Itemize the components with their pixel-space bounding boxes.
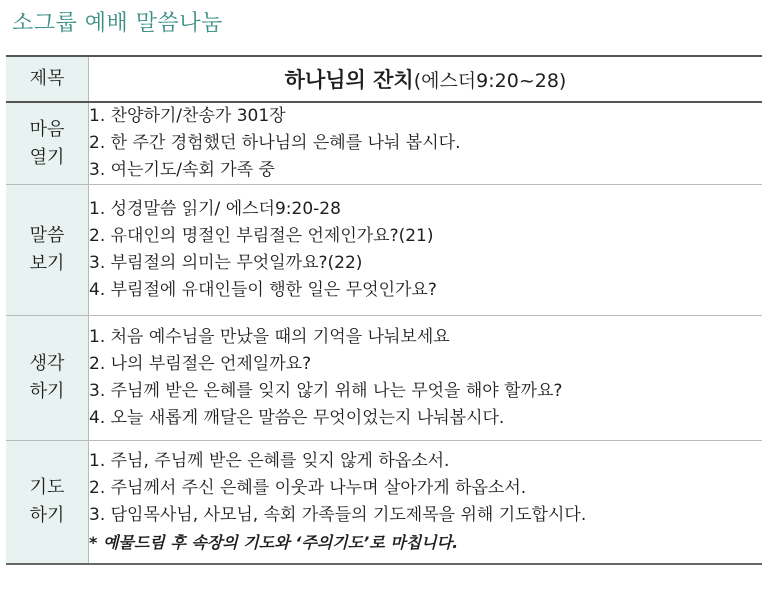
list-item: 1. 주님, 주님께 받은 은혜를 잊지 않게 하옵소서.	[89, 451, 450, 471]
list-item: 2. 유대인의 명절인 부림절은 언제인가요?(21)	[89, 226, 434, 246]
list-item: 2. 한 주간 경험했던 하나님의 은혜를 나눠 봅시다.	[89, 133, 461, 153]
section-content	[89, 102, 763, 185]
list-item: 4. 오늘 새롭게 깨달은 말씀은 무엇이었는지 나눠봅시다.	[89, 408, 505, 428]
section-label-line: 열기	[29, 146, 65, 168]
header-label: 제목	[6, 56, 89, 102]
sermon-title: 하나님의 잔치	[284, 68, 414, 92]
section-row-reading	[6, 185, 762, 316]
section-label-line: 생각	[29, 353, 65, 374]
list-item: 2. 나의 부림절은 언제일까요?	[89, 354, 312, 374]
section-content	[89, 316, 763, 441]
item-list	[89, 196, 762, 304]
sharing-table	[6, 55, 762, 565]
section-label-line: 말씀	[29, 225, 65, 246]
item-list	[89, 448, 762, 529]
list-item: 4. 부림절에 유대인들이 행한 일은 무엇인가요?	[89, 280, 437, 300]
list-item: 3. 담임목사님, 사모님, 속회 가족들의 기도제목을 위해 기도합시다.	[89, 505, 587, 525]
section-row-thinking	[6, 316, 762, 441]
page-title: 소그룹 예배 말씀나눔	[12, 11, 223, 36]
section-label-line: 기도	[29, 477, 65, 498]
scripture-reference: (에스더9:20~28)	[413, 70, 567, 92]
section-label-line: 하기	[29, 381, 65, 402]
section-label	[6, 185, 89, 316]
section-row-opening	[6, 102, 762, 185]
section-label	[6, 441, 89, 565]
section-row-prayer	[6, 441, 762, 565]
section-label-line: 보기	[29, 253, 65, 274]
list-item: 3. 주님께 받은 은혜를 잊지 않기 위해 나는 무엇을 해야 할까요?	[89, 381, 563, 401]
list-item: 1. 처음 예수님을 만났을 때의 기억을 나눠보세요	[89, 327, 450, 347]
section-label	[6, 102, 89, 185]
section-label	[6, 316, 89, 441]
list-item: 1. 찬양하기/찬송가 301장	[89, 106, 286, 126]
list-item: 1. 성경말씀 읽기/ 에스더9:20-28	[89, 199, 341, 219]
list-item: 2. 주님께서 주신 은혜를 이웃과 나누며 살아가게 하옵소서.	[89, 478, 527, 498]
section-content	[89, 441, 763, 565]
sermon-title-cell	[89, 56, 763, 102]
section-label-line: 마음	[29, 118, 65, 140]
list-item: 3. 여는기도/속회 가족 중	[89, 160, 275, 180]
header-row	[6, 56, 762, 102]
closing-note: * 예물드림 후 속장의 기도와 ‘주의기도’로 마칩니다.	[89, 533, 459, 552]
item-list	[89, 103, 762, 184]
section-label-line: 하기	[29, 505, 65, 526]
item-list	[89, 324, 762, 432]
section-content	[89, 185, 763, 316]
list-item: 3. 부림절의 의미는 무엇일까요?(22)	[89, 253, 363, 273]
